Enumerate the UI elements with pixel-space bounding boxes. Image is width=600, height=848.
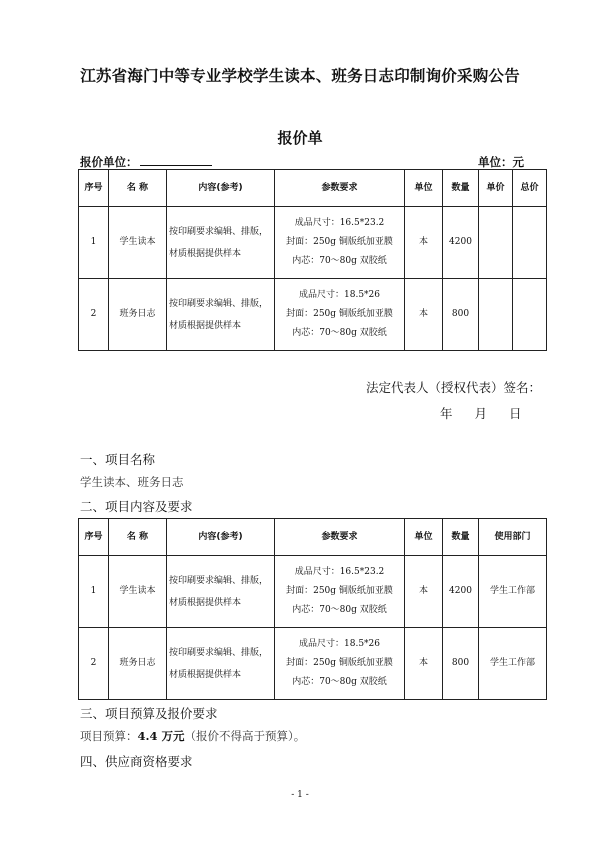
item-content: 按印刷要求编辑、排版，材质根据提供样本	[167, 556, 275, 628]
header-cell: 单位	[405, 519, 443, 556]
currency-label: 单位：元	[478, 155, 524, 169]
using-department: 学生工作部	[479, 556, 547, 628]
budget-line	[80, 728, 305, 744]
item-name: 班务日志	[109, 628, 167, 700]
table-row	[79, 556, 547, 628]
section-2-heading: 二、项目内容及要求	[80, 499, 193, 514]
header-cell: 总价	[513, 170, 547, 207]
section-1-body: 学生读本、班务日志	[80, 475, 184, 489]
param-line: 成品尺寸：18.5*26	[299, 290, 380, 300]
item-quantity: 4200	[443, 207, 479, 279]
using-department: 学生工作部	[479, 628, 547, 700]
param-line: 成品尺寸：16.5*23.2	[294, 567, 385, 577]
param-line: 封面：250g 铜版纸加亚膜	[286, 658, 393, 668]
row-number: 1	[79, 556, 109, 628]
item-content: 按印刷要求编辑、排版，材质根据提供样本	[167, 279, 275, 351]
item-content: 按印刷要求编辑、排版，材质根据提供样本	[167, 628, 275, 700]
header-cell: 单价	[479, 170, 513, 207]
budget-prefix: 项目预算：	[80, 729, 138, 743]
total-price-cell[interactable]	[513, 279, 547, 351]
item-quantity: 800	[443, 628, 479, 700]
item-content: 按印刷要求编辑、排版，材质根据提供样本	[167, 207, 275, 279]
requirements-table-header	[79, 519, 547, 556]
item-unit: 本	[405, 279, 443, 351]
item-name: 学生读本	[109, 207, 167, 279]
param-line: 封面：250g 铜版纸加亚膜	[286, 586, 393, 596]
section-1-heading: 一、项目名称	[80, 452, 156, 467]
quote-unit-label: 报价单位：	[80, 155, 138, 169]
item-params	[275, 279, 405, 351]
param-line: 成品尺寸：16.5*23.2	[294, 218, 385, 228]
param-line: 封面：250g 铜版纸加亚膜	[286, 237, 393, 247]
date-label: 年 月 日	[440, 406, 522, 421]
param-line: 内芯：70～80g 双胶纸	[292, 256, 387, 266]
header-cell: 序号	[79, 170, 109, 207]
header-cell: 单位	[405, 170, 443, 207]
item-name: 班务日志	[109, 279, 167, 351]
item-name: 学生读本	[109, 556, 167, 628]
unit-price-cell[interactable]	[479, 279, 513, 351]
signature-label: 法定代表人（授权代表）签名：	[366, 380, 542, 395]
param-line: 内芯：70～80g 双胶纸	[292, 328, 387, 338]
document-title: 江苏省海门中等专业学校学生读本、班务日志印制询价采购公告	[80, 67, 520, 85]
row-number: 2	[79, 279, 109, 351]
header-cell: 数量	[443, 170, 479, 207]
budget-value: 4.4 万元	[137, 729, 185, 743]
header-cell: 内容(参考)	[167, 519, 275, 556]
item-params	[275, 207, 405, 279]
header-cell: 名 称	[109, 170, 167, 207]
requirements-table	[78, 518, 547, 700]
header-cell: 名 称	[109, 519, 167, 556]
quote-unit-blank	[140, 155, 212, 166]
table-row	[79, 628, 547, 700]
quote-table	[78, 169, 547, 351]
item-quantity: 4200	[443, 556, 479, 628]
quote-table-header	[79, 170, 547, 207]
param-line: 内芯：70～80g 双胶纸	[292, 605, 387, 615]
header-cell: 参数要求	[275, 170, 405, 207]
budget-note: （报价不得高于预算）。	[184, 729, 306, 743]
param-line: 成品尺寸：18.5*26	[299, 639, 380, 649]
param-line: 内芯：70～80g 双胶纸	[292, 677, 387, 687]
section-4-heading: 四、供应商资格要求	[80, 754, 193, 769]
unit-price-cell[interactable]	[479, 207, 513, 279]
param-line: 封面：250g 铜版纸加亚膜	[286, 309, 393, 319]
quote-unit-line	[80, 154, 546, 170]
item-params	[275, 556, 405, 628]
item-params	[275, 628, 405, 700]
item-unit: 本	[405, 628, 443, 700]
table-row	[79, 279, 547, 351]
table-row	[79, 207, 547, 279]
header-cell: 序号	[79, 519, 109, 556]
header-cell: 参数要求	[275, 519, 405, 556]
header-cell: 使用部门	[479, 519, 547, 556]
total-price-cell[interactable]	[513, 207, 547, 279]
row-number: 2	[79, 628, 109, 700]
item-unit: 本	[405, 207, 443, 279]
page-number: - 1 -	[291, 790, 309, 800]
header-cell: 数量	[443, 519, 479, 556]
quote-title: 报价单	[277, 129, 323, 147]
section-3-heading: 三、项目预算及报价要求	[80, 706, 218, 721]
header-cell: 内容(参考)	[167, 170, 275, 207]
item-unit: 本	[405, 556, 443, 628]
row-number: 1	[79, 207, 109, 279]
item-quantity: 800	[443, 279, 479, 351]
